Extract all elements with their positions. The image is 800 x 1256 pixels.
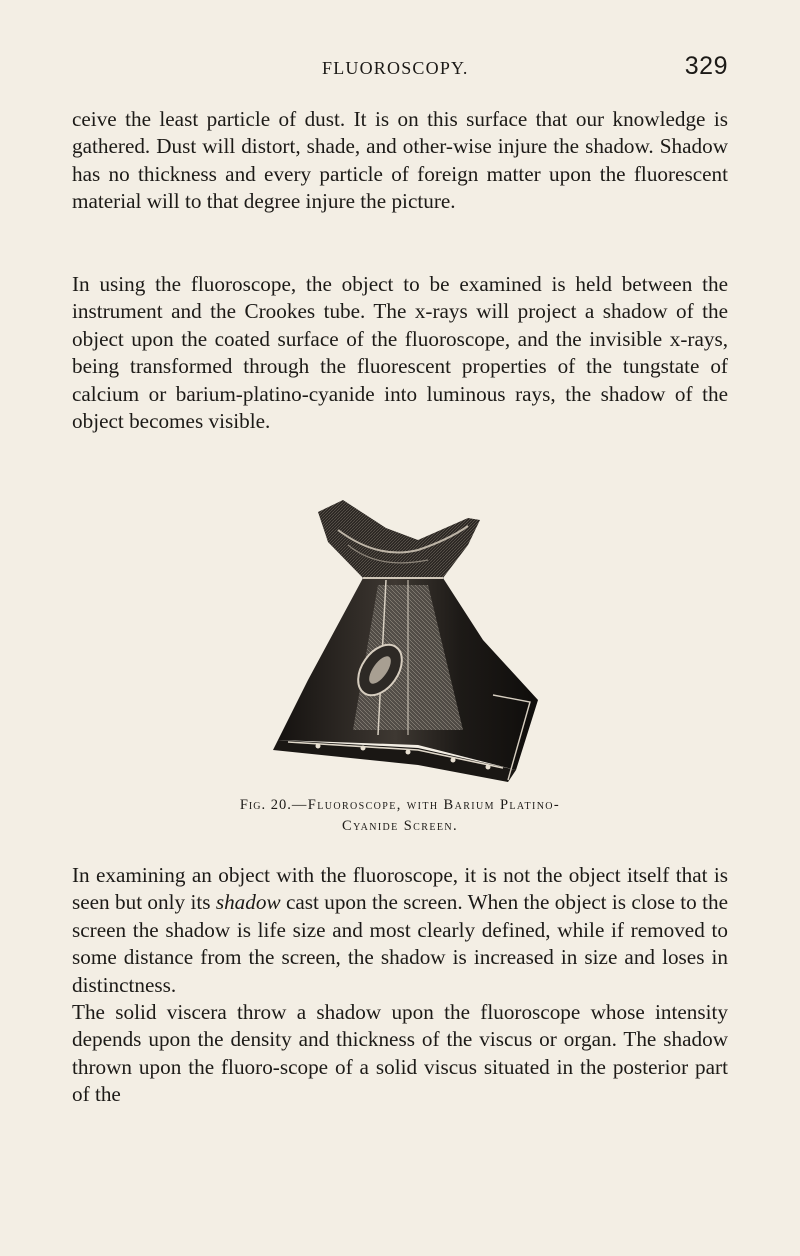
paragraph-solid-viscera: The solid viscera throw a shadow upon the fluoroscope whose intensity depends upon the density and thickness of the viscus or organ. The shadow thrown upon the fluoro-scope of a solid viscus situated in the posterior part of the [72,1000,728,1107]
eyepiece-hood [318,500,480,578]
caption-line-1: —Fluoroscope, with Barium Platino- [291,797,561,813]
caption-line-2: Cyanide Screen. [342,818,458,834]
page-number: 329 [684,52,728,80]
paragraph-examining-object [72,862,728,999]
paragraph-dust: ceive the least particle of dust. It is on this surface that our knowledge is gathered. Dust will distort, shade, and other-wise injure the shadow. Shadow has no thickness and every particle of foreign matter upon the fluorescent material will to that degree injure the picture. [72,107,728,214]
running-head [72,52,728,88]
fluoroscope-drawing [268,490,538,782]
paragraph-using-fluoroscope: In using the fluoroscope, the object to be examined is held between the instrument and the Crookes tube. The x-rays will project a shadow of the object upon the coated surface of the fluoroscope, and the invisible x-rays, being transformed through the fluorescent properties of the tungstate of calcium or barium-platino-cyanide into luminous rays, the shadow of the object becomes visible. [72,272,728,434]
emphasis-shadow: shadow [215,890,281,915]
paragraph-text: In examining an object with the fluoroscope, it is not the object itself that is seen but only its [72,863,728,915]
running-title: FLUOROSCOPY. [322,58,469,78]
figure-label: Fig. 20. [239,797,292,813]
figure-caption [72,795,728,837]
fluoroscope-illustration [268,490,538,782]
paragraph-text: cast upon the screen. When the object is close to the screen the shadow is life size and most clearly defined, while if removed to some distance from the screen, the shadow is increased in size and loses in distinctness. [72,890,728,997]
